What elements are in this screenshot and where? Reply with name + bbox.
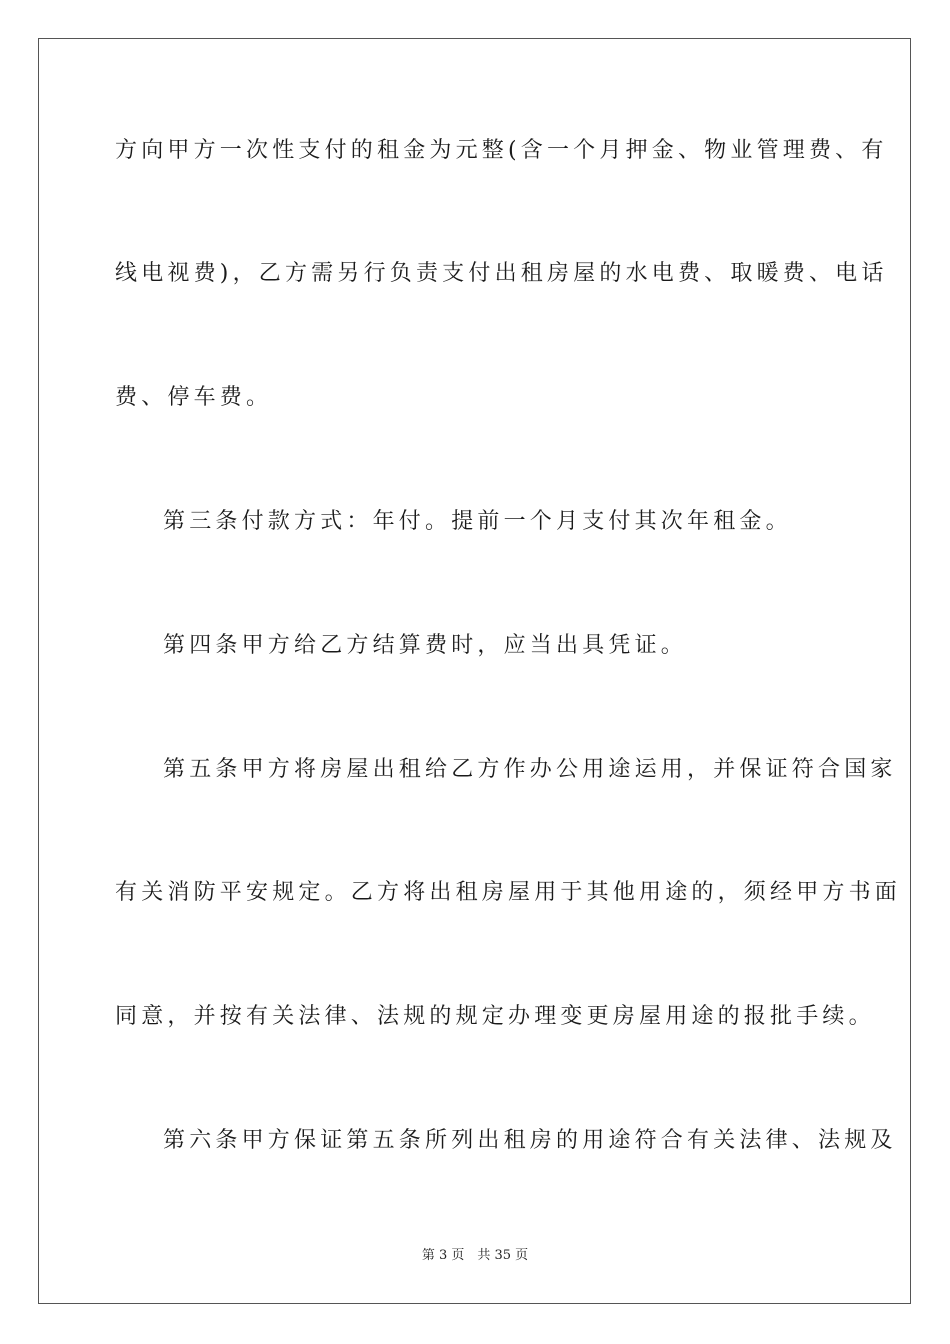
page-border — [38, 38, 911, 1304]
body-text-line: 有关消防平安规定。乙方将出租房屋用于其他用途的，须经甲方书面 — [115, 880, 902, 905]
body-text-line: 第五条甲方将房屋出租给乙方作办公用途运用，并保证符合国家 — [163, 757, 897, 782]
body-text-line: 第六条甲方保证第五条所列出租房的用途符合有关法律、法规及 — [163, 1128, 897, 1153]
body-text-line: 同意，并按有关法律、法规的规定办理变更房屋用途的报批手续。 — [115, 1004, 875, 1029]
body-text-line: 方向甲方一次性支付的租金为元整(含一个月押金、物业管理费、有 — [115, 138, 888, 163]
body-text-line: 费、停车费。 — [115, 385, 273, 410]
body-text-line: 第四条甲方给乙方结算费时，应当出具凭证。 — [163, 633, 688, 658]
body-text-line: 第三条付款方式：年付。提前一个月支付其次年租金。 — [163, 509, 792, 534]
body-text-line: 线电视费)，乙方需另行负责支付出租房屋的水电费、取暖费、电话 — [115, 261, 888, 286]
page-number-footer: 第 3 页 共 35 页 — [421, 1248, 529, 1263]
